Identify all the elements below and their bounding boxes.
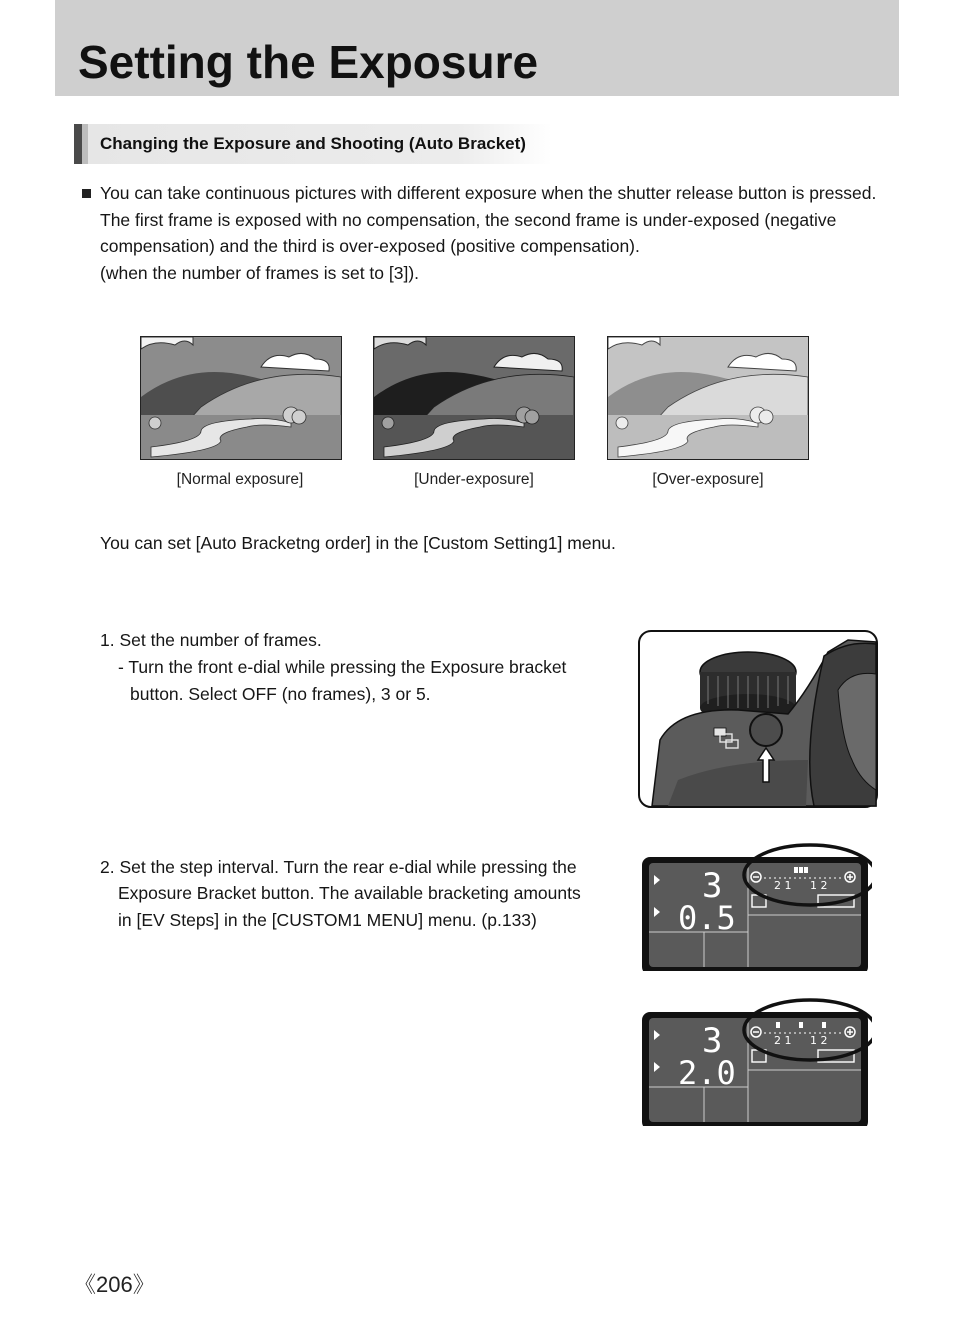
photo-normal-exposure [140,336,342,460]
custom-setting-note: You can set [Auto Bracketng order] in the [Custom Setting1] menu. [100,533,616,553]
page-title: Setting the Exposure [78,36,539,88]
lcd-frames-value: 3 [702,1021,723,1061]
lcd-panel [640,998,872,1126]
photo-over-exposure [607,336,809,460]
intro-line: The first frame is exposed with no compensation, the second frame is under-exposed (negative [100,209,837,230]
lcd-scale-right: 1 2 [810,1034,828,1047]
step2-line: in [EV Steps] in the [CUSTOM1 MENU] menu. (p.133) [118,910,537,930]
intro-line: You can take continuous pictures with different exposure when the shutter release button is pressed. [100,183,877,203]
page-number: 《206》 [74,1272,155,1297]
section-heading-bar-light [82,124,88,164]
caption-over-exposure: [Over-exposure] [652,471,764,488]
intro-line: compensation) and the third is over-exposed (positive compensation). [100,236,640,257]
caption-normal-exposure: [Normal exposure] [176,471,304,488]
intro-text [100,180,890,287]
lcd-step-value: 2.0 [678,1054,736,1092]
step1-line: - Turn the front e-dial while pressing the Exposure bracket [118,657,567,677]
section-heading [74,124,552,164]
lcd-step-value: 0.5 [678,899,736,937]
step1-line: 1. Set the number of frames. [100,630,322,650]
caption-under-exposure: [Under-exposure] [414,471,534,488]
lcd-scale-right: 1 2 [810,879,828,892]
step2-line: Exposure Bracket button. The available bracketing amounts [118,883,581,903]
intro-line: (when the number of frames is set to [3]). [100,263,420,284]
section-heading-label: Changing the Exposure and Shooting (Auto Bracket) [100,134,526,153]
lcd-frames-value: 3 [702,866,723,906]
lcd-scale-left: 2 1 [774,1034,792,1047]
step2-line: 2. Set the step interval. Turn the rear e-dial while pressing the [100,857,577,877]
camera-bracket-button-illustration [638,630,878,808]
step1-line: button. Select OFF (no frames), 3 or 5. [130,684,431,704]
photo-under-exposure [373,336,575,460]
lcd-panel [640,843,872,971]
lcd-scale-left: 2 1 [774,879,792,892]
section-heading-bar [74,124,82,164]
bullet-square-icon [82,189,91,198]
